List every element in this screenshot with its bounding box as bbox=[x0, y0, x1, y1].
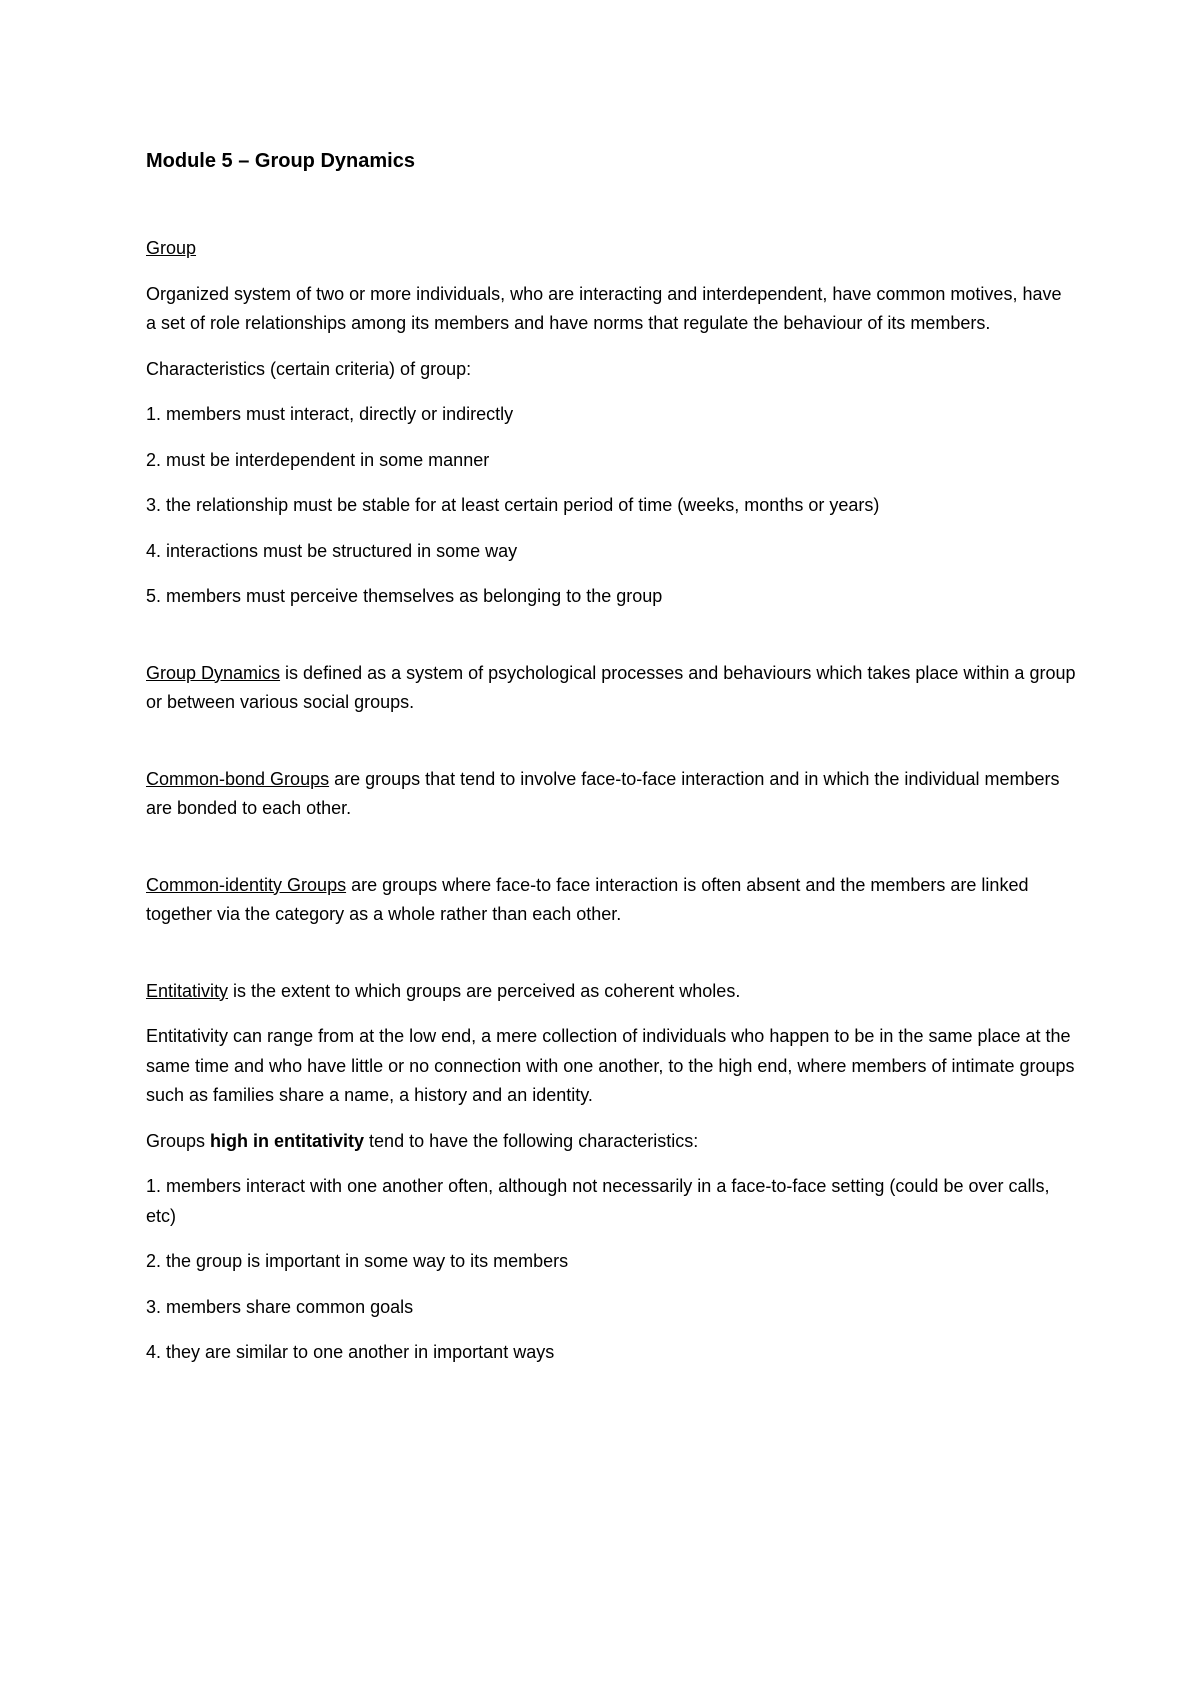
document-page bbox=[146, 148, 1076, 1368]
high-entitativity-intro: Groups high in entitativity tend to have the following characteristics: bbox=[146, 1130, 699, 1151]
common-bond-text: are groups that tend to involve face-to-face interaction and in which the individual members are bonded to each other. bbox=[146, 768, 1060, 818]
group-definition: Organized system of two or more individuals, who are interacting and interdependent, have common motives, have a set of role relationships among its members and have norms that regulate the behaviour of its members. bbox=[146, 283, 1062, 333]
common-identity-text: are groups where face-to face interaction is often absent and the members are linked together via the category as a whole rather than each other. bbox=[146, 874, 1029, 924]
characteristic-item: 1. members must interact, directly or indirectly bbox=[146, 404, 514, 424]
characteristic-item: 3. the relationship must be stable for at least certain period of time (weeks, months or years) bbox=[146, 495, 880, 515]
common-bond-paragraph bbox=[146, 765, 1076, 824]
group-dynamics-text: is defined as a system of psychological processes and behaviours which takes place within a group or between various social groups. bbox=[146, 662, 1076, 712]
characteristics-intro: Characteristics (certain criteria) of group: bbox=[146, 358, 472, 379]
high-characteristic-item: 2. the group is important in some way to its members bbox=[146, 1251, 569, 1271]
characteristic-item: 4. interactions must be structured in some way bbox=[146, 540, 518, 561]
common-bond-term: Common-bond Groups bbox=[146, 768, 330, 789]
common-identity-paragraph bbox=[146, 871, 1076, 930]
group-dynamics-paragraph bbox=[146, 659, 1076, 718]
group-heading bbox=[146, 234, 1076, 264]
high-entitativity-bold: high in entitativity bbox=[210, 1130, 365, 1151]
characteristic-item: 5. members must perceive themselves as belonging to the group bbox=[146, 586, 663, 606]
document-title: Module 5 – Group Dynamics bbox=[146, 150, 415, 172]
high-characteristic-item: 3. members share common goals bbox=[146, 1296, 414, 1317]
common-identity-term: Common-identity Groups bbox=[146, 874, 347, 895]
characteristic-item: 2. must be interdependent in some manner bbox=[146, 449, 490, 470]
entitativity-paragraph bbox=[146, 977, 1076, 1007]
entitativity-term: Entitativity bbox=[146, 980, 229, 1001]
high-characteristic-item: 4. they are similar to one another in important ways bbox=[146, 1342, 555, 1362]
entitativity-range: Entitativity can range from at the low end, a mere collection of individuals who happen to be in the same place at the same time and who have little or no connection with one another, to the high end, where members of intimate groups such as families share a name, a history and an identity. bbox=[146, 1026, 1075, 1105]
group-heading-text: Group bbox=[146, 238, 197, 258]
group-dynamics-term: Group Dynamics bbox=[146, 662, 281, 683]
high-characteristic-item: 1. members interact with one another often, although not necessarily in a face-to-face setting (could be over calls, etc) bbox=[146, 1176, 1050, 1226]
entitativity-text: is the extent to which groups are perceived as coherent wholes. bbox=[228, 980, 741, 1001]
